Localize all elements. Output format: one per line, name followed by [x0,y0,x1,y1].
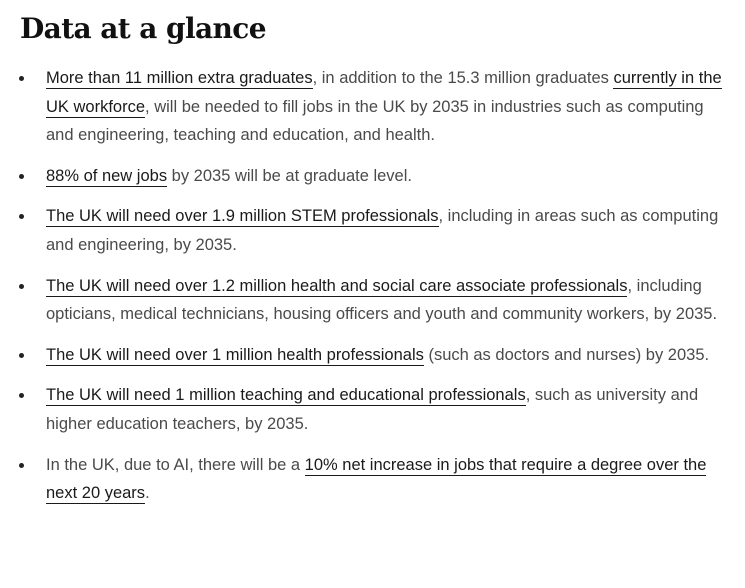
facts-list [0,64,745,520]
item-text: by 2035 will be at graduate level. [167,166,412,185]
list-item [0,202,745,259]
link-net-increase-jobs[interactable]: 10% net increase in jobs that require a degree over the next 20 years [46,455,707,503]
item-text: , will be needed to fill jobs in the UK by 2035 in industries such as computing and engineering, teaching and education, and health. [46,97,704,145]
link-uk-workforce[interactable]: currently in the UK workforce [46,69,722,116]
page-title: Data at a glance [20,12,266,45]
item-text: (such as doctors and nurses) by 2035. [423,345,710,364]
list-item [0,381,745,438]
list-item [0,162,745,191]
list-item [0,451,745,508]
link-new-jobs[interactable]: 88% of new jobs [46,166,168,185]
list-item [0,272,745,329]
item-text: , including opticians, medical technicians, housing officers and youth and community workers, by 2035. [46,276,718,324]
item-text: . [145,484,150,503]
list-item [0,341,745,370]
list-item [0,64,745,150]
link-extra-graduates[interactable]: More than 11 million extra graduates [46,69,313,87]
link-stem-professionals[interactable]: The UK will need over 1.9 million STEM professionals [46,207,439,226]
link-teaching-professionals[interactable]: The UK will need 1 million teaching and educational professionals [46,386,526,405]
item-text: , in addition to the 15.3 million graduates [312,69,614,87]
link-health-social-care[interactable]: The UK will need over 1.2 million health and social care associate professionals [46,276,628,295]
item-text: , including in areas such as computing and engineering, by 2035. [46,207,719,254]
item-text: In the UK, due to AI, there will be a [46,455,305,474]
item-text: , such as university and higher education teachers, by 2035. [46,386,699,433]
link-health-professionals[interactable]: The UK will need over 1 million health professionals [46,345,424,364]
